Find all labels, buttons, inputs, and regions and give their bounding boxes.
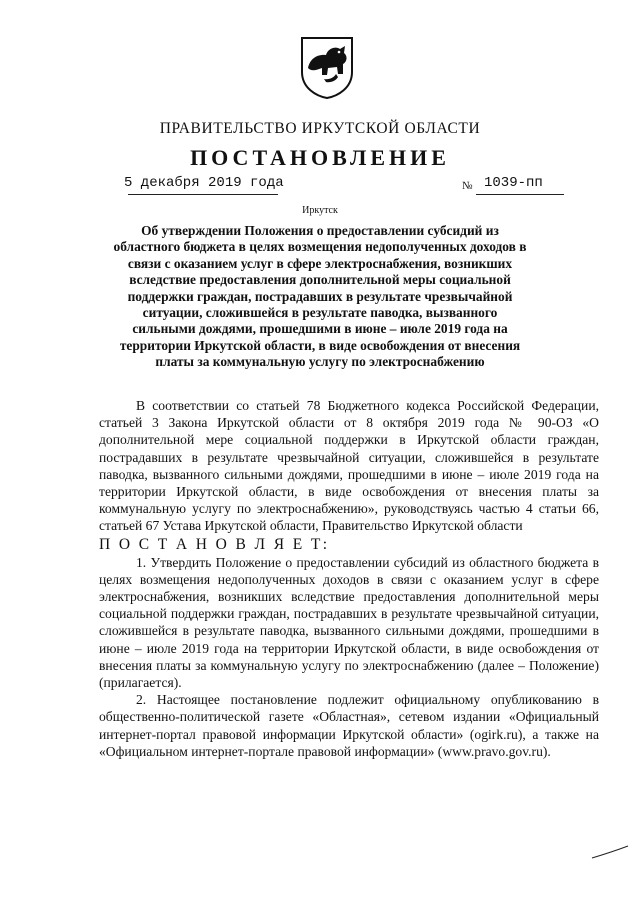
item-2-paragraph: 2. Настоящее постановление подлежит официальному опубликованию в общественно-политической газете «Областная», сетевом издании «Официальный интернет-портал правовой информации Иркутской области» (ogirk.ru), а также на «Официальном интернет-портале правовой информации» (www.pravo.gov.ru). (99, 692, 599, 759)
document-subject: Об утверждении Положения о предоставлении субсидий из областного бюджета в целях возмещения недополученных доходов в связи с оказанием услуг в сфере электроснабжения, возникших вследствие предоставления дополнительной меры социальной поддержки граждан, пострадавших в результате чрезвычайной ситуации, сложившейся в результате паводка, вызванного сильными дождями, прошедшими в июне – июле 2019 года на территории Иркутской области, в виде освобождения от внесения платы за коммунальную услугу по электроснабжению (113, 223, 527, 370)
preamble-paragraph: В соответствии со статьей 78 Бюджетного кодекса Российской Федерации, статьей 3 Закона Иркутской области от 8 октября 2019 года № 90-ОЗ «О дополнительной мере социальной поддержки в Иркутской области граждан, пострадавших в результате чрезвычайной ситуации, сложившейся в результате паводка, вызванного сильными дождями, прошедшими в июне – июле 2019 года на территории Иркутской области, в виде освобождения от внесения платы за коммунальную услугу по электроснабжению», руководствуясь частью 4 статьи 66, статьей 67 Устава Иркутской области, Правительство Иркутской области (99, 398, 599, 534)
government-name: ПРАВИТЕЛЬСТВО ИРКУТСКОЙ ОБЛАСТИ (159, 120, 481, 137)
number-underline (476, 194, 564, 195)
irkutsk-coat-of-arms-icon (298, 34, 356, 100)
number-sign: № (462, 180, 473, 192)
document-type: ПОСТАНОВЛЕНИЕ (190, 145, 450, 170)
date-underline (128, 194, 278, 195)
item-1-paragraph: 1. Утвердить Положение о предоставлении субсидий из областного бюджета в целях возмещения недополученных доходов в связи с оказанием услуг в сфере электроснабжения, возникших вследствие предоставления дополнительной меры социальной поддержки граждан, пострадавших в результате чрезвычайной ситуации, сложившейся в результате паводка, вызванного сильными дождями, прошедшими в июне – июле 2019 года на территории Иркутской области, в виде освобождения от внесения платы за коммунальную услугу по электроснабжению (далее – Положение) (прилагается). (99, 554, 599, 691)
document-number: 1039-пп (484, 175, 543, 191)
signature-stroke (590, 840, 630, 862)
decree-heading: П О С Т А Н О В Л Я Е Т: (99, 535, 330, 553)
document-date: 5 декабря 2019 года (124, 175, 284, 191)
document-body (99, 397, 599, 760)
document-city: Иркутск (302, 205, 338, 216)
